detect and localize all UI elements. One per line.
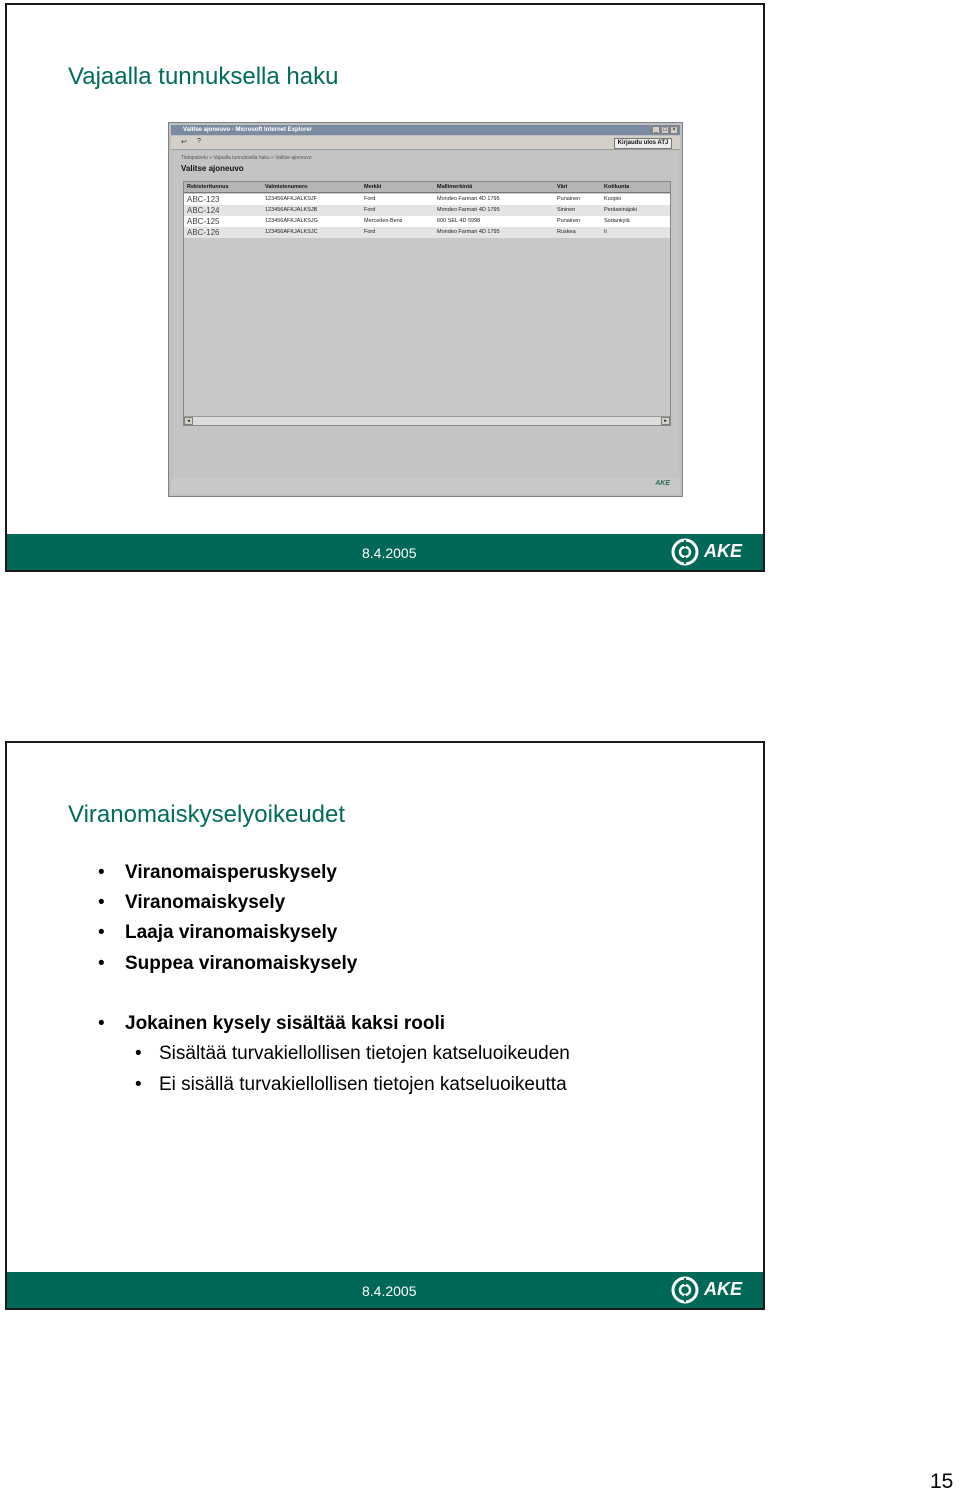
cell-registration: ABC-126 (187, 228, 220, 237)
ake-emblem-icon (670, 538, 700, 566)
cell-make: Ford (364, 196, 376, 202)
table-header-row (184, 182, 670, 193)
ake-mini-logo: AKE (655, 480, 670, 487)
page-heading: Valitse ajoneuvo (181, 164, 244, 173)
cell-make: Ford (364, 207, 376, 213)
cell-registration: ABC-123 (187, 195, 220, 204)
slide-footer (7, 534, 763, 570)
column-header[interactable]: Väri (557, 184, 568, 190)
status-bar (171, 477, 680, 494)
logout-button[interactable]: Kirjaudu ulos ATJ (614, 138, 672, 149)
horizontal-scrollbar[interactable] (184, 416, 670, 425)
window-title: Valitse ajoneuvo - Microsoft Internet Explorer (183, 127, 313, 133)
bullet-item: • Viranomaiskysely (125, 892, 285, 914)
cell-color: Sininen (557, 207, 576, 213)
cell-color: Punainen (557, 218, 581, 224)
bullet-item: • Viranomaisperuskysely (125, 862, 337, 884)
cell-municipality: Sodankylä (604, 218, 630, 224)
bullet-item: • Jokainen kysely sisältää kaksi rooli (125, 1013, 445, 1035)
cell-color: Ruskea (557, 229, 576, 235)
cell-municipality: Ii (604, 229, 607, 235)
cell-vin: 123456AFKJALKSJB (265, 207, 318, 213)
cell-registration: ABC-124 (187, 206, 220, 215)
table-row[interactable] (184, 205, 670, 216)
column-header[interactable]: Mallimerkintä (437, 184, 473, 190)
table-row[interactable] (184, 216, 670, 227)
sub-bullet-item: • Ei sisällä turvakiellollisen tietojen katseluoikeutta (159, 1074, 567, 1096)
cell-model: Mondeo Farmari 4D 1795 (437, 229, 500, 235)
cell-model: 600 SEL 4D 5998 (437, 218, 481, 224)
column-header[interactable]: Merkki (364, 184, 382, 190)
slide-title: Vajaalla tunnuksella haku (68, 63, 339, 90)
browser-screenshot (168, 122, 683, 497)
window-controls (652, 126, 678, 134)
window-titlebar (171, 125, 680, 135)
page-content (173, 151, 678, 476)
slide-vajaalla-tunnuksella-haku (5, 3, 765, 572)
scroll-right-icon[interactable]: ▸ (661, 417, 670, 425)
scroll-left-icon[interactable]: ◂ (184, 417, 193, 425)
maximize-icon[interactable]: □ (661, 126, 669, 134)
browser-toolbar (171, 136, 680, 150)
slide-footer (7, 1272, 763, 1308)
column-header[interactable]: Kotikunta (604, 184, 630, 190)
cell-model: Mondeo Farmari 4D 1795 (437, 196, 500, 202)
bullet-item: • Laaja viranomaiskysely (125, 922, 337, 944)
cell-vin: 123456AFKJALKSJG (265, 218, 318, 224)
back-arrow-icon[interactable]: ↩ (181, 139, 187, 146)
footer-date: 8.4.2005 (362, 1283, 417, 1299)
breadcrumb: Tietopalvelu » Vajaalla tunnuksella haku » Valitse ajoneuvo (181, 155, 312, 161)
cell-make: Ford (364, 229, 376, 235)
slide-viranomaiskyselyoikeudet (5, 741, 765, 1310)
footer-date: 8.4.2005 (362, 545, 417, 561)
cell-model: Mondeo Farmari 4D 1795 (437, 207, 500, 213)
cell-make: Mercedes-Benz (364, 218, 403, 224)
help-icon[interactable]: ? (197, 138, 201, 145)
ake-logo (670, 1276, 750, 1304)
ake-logo (670, 538, 750, 566)
cell-municipality: Kuopio (604, 196, 622, 202)
cell-municipality: Peräseinäjoki (604, 207, 638, 213)
logo-text: AKE (704, 541, 743, 561)
table-row[interactable] (184, 194, 670, 205)
bullet-item: • Suppea viranomaiskysely (125, 953, 357, 975)
vehicle-table (183, 181, 671, 426)
minimize-icon[interactable]: _ (652, 126, 660, 134)
column-header[interactable]: Valmistenumero (265, 184, 308, 190)
ake-emblem-icon (670, 1276, 700, 1304)
cell-vin: 123456AFKJALKSJF (265, 196, 317, 202)
cell-registration: ABC-125 (187, 217, 220, 226)
page-number: 15 (930, 1470, 954, 1493)
column-header[interactable]: Rekisteritunnus (187, 184, 229, 190)
cell-color: Punainen (557, 196, 581, 202)
table-row[interactable] (184, 227, 670, 238)
close-icon[interactable]: × (670, 126, 678, 134)
cell-vin: 123456AFKJALKSJC (265, 229, 318, 235)
logo-text: AKE (704, 1279, 743, 1299)
sub-bullet-item: • Sisältää turvakiellollisen tietojen katseluoikeuden (159, 1043, 570, 1065)
slide-title: Viranomaiskyselyoikeudet (68, 801, 346, 828)
